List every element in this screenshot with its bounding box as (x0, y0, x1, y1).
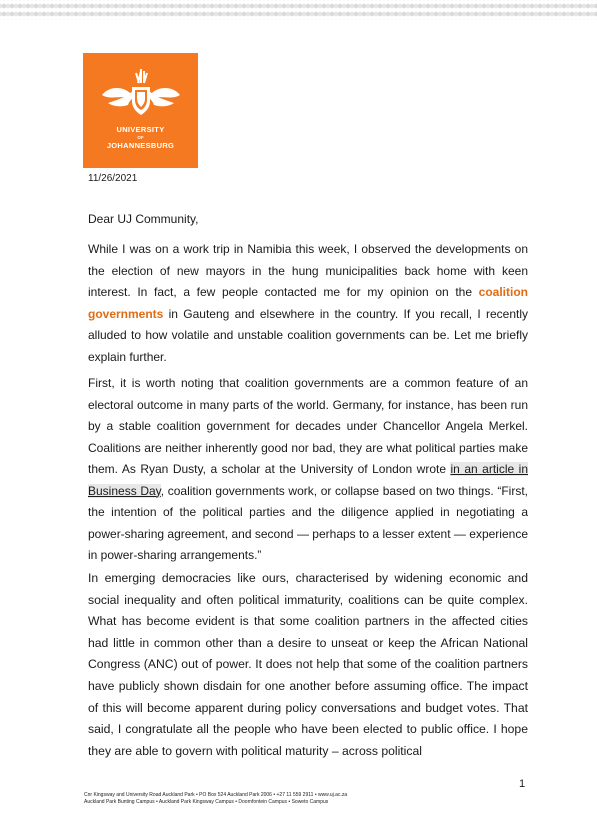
paragraph-text: in Gauteng and elsewhere in the country. If you recall, I recently alluded to how volatile and unstable coalition governments can be. Let me briefly explain further. (88, 306, 528, 364)
header-dot-pattern (0, 0, 597, 20)
business-day-article-link[interactable]: in an article in Business Day (88, 462, 528, 498)
paragraph-text: , coalition governments work, or collapse based on two things. “First, the intention of the political parties and the diligence applied in negotiating a power-sharing agreement, and second — perhaps to a lesser extent — experience in power-sharing arrangements.” (88, 483, 528, 562)
paragraph-text: First, it is worth noting that coalition governments are a common feature of an electoral outcome in many parts of the world. Germany, for instance, has been run by a stable coalition government for decades under Chancellor Angela Merkel. Coalitions are neither inherently good nor bad, they are what political parties make them. As Ryan Dusty, a scholar at the University of London wrote (88, 376, 528, 476)
crest-icon (100, 67, 182, 123)
salutation: Dear UJ Community, (88, 212, 199, 226)
paragraph-2 (88, 373, 528, 567)
university-logo (83, 53, 198, 168)
footer-address (84, 792, 347, 805)
highlight-coalition-governments[interactable]: coalition governments (88, 285, 528, 321)
paragraph-text: While I was on a work trip in Namibia this week, I observed the developments on the election of new mayors in the hung municipalities back home with keen interest. In fact, a few people contacted me for my opinion on the (88, 242, 528, 299)
footer-contact-line: Cnr Kingsway and University Road Auckland Park • PO Box 524 Auckland Park 2006 • +27 11 559 2911 • www.uj.ac.za (84, 792, 348, 798)
paragraph-3: In emerging democracies like ours, characterised by widening economic and social inequality and often political immaturity, coalitions can be quite complex. What has become evident is that some coalition partners in the affected cities had little in common other than a desire to unseat or keep the African National Congress (ANC) out of power. It does not help that some of the coalition partners have publicly shown disdain for one another before assuming office. The impact of this will become apparent during policy conversations and budget votes. That said, I congratulate all the people who have been elected to public office. I hope they are able to govern with political maturity – across political (88, 571, 528, 758)
letter-date: 11/26/2021 (88, 173, 138, 184)
paragraph-1 (88, 239, 528, 368)
page-number: 1 (519, 778, 526, 790)
logo-text-johannesburg: JOHANNESBURG (106, 141, 175, 150)
logo-text-of: OF (137, 135, 144, 140)
logo-text-university: UNIVERSITY (116, 125, 165, 134)
footer-campus-line: Auckland Park Bunting Campus • Auckland Park Kingsway Campus • Doornfontein Campus • Soweto Campus (84, 798, 329, 805)
